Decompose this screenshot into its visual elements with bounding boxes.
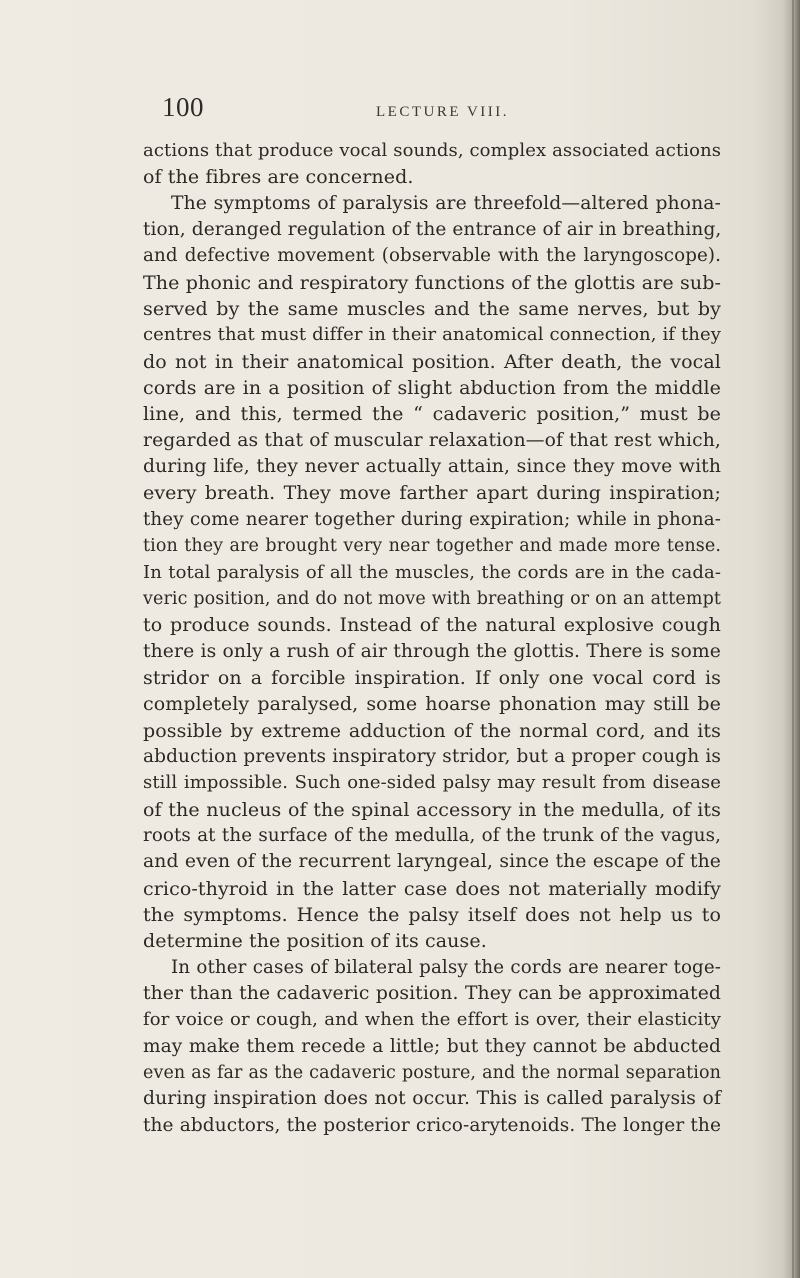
text-line: In total paralysis of all the muscles, the cords are in the cada- xyxy=(143,561,721,583)
text-line: veric position, and do not move with breathing or on an attempt xyxy=(143,588,721,609)
text-line: centres that must differ in their anatomical connection, if they xyxy=(143,324,721,346)
text-line: still impossible. Such one-sided palsy may result from disease xyxy=(143,772,721,794)
text-line: determine the position of its cause. xyxy=(143,930,487,953)
text-line: every breath. They move farther apart during inspiration; xyxy=(143,482,721,505)
text-line: The symptoms of paralysis are threefold—altered phona- xyxy=(171,192,721,214)
text-line: possible by extreme adduction of the normal cord, and its xyxy=(143,719,721,742)
text-line: even as far as the cadaveric posture, and the normal separation xyxy=(143,1063,721,1084)
text-line: completely paralysed, some hoarse phonation may still be xyxy=(143,693,721,716)
text-line: and defective movement (observable with the laryngoscope). xyxy=(143,245,721,267)
text-line: may make them recede a little; but they cannot be abducted xyxy=(143,1035,721,1057)
page-edge-shadow xyxy=(782,0,800,1278)
text-line: the symptoms. Hence the palsy itself does not help us to xyxy=(143,903,721,926)
text-line: ther than the cadaveric position. They can be approximated xyxy=(143,983,721,1004)
text-line: during inspiration does not occur. This is called paralysis of xyxy=(143,1088,721,1110)
text-line: to produce sounds. Instead of the natural explosive cough xyxy=(143,614,721,637)
text-line: stridor on a forcible inspiration. If only one vocal cord is xyxy=(143,666,721,689)
body-text xyxy=(143,138,721,1139)
text-line: of the fibres are concerned. xyxy=(143,166,414,189)
text-line: for voice or cough, and when the effort is over, their elasticity xyxy=(143,1009,721,1031)
text-line: The phonic and respiratory functions of the glottis are sub- xyxy=(143,271,721,294)
text-line: line, and this, termed the “ cadaveric position,” must be xyxy=(143,403,721,426)
page-edge-line xyxy=(792,0,794,1278)
text-line: abduction prevents inspiratory stridor, but a proper cough is xyxy=(143,745,721,767)
text-line: do not in their anatomical position. After death, the vocal xyxy=(143,350,721,373)
text-line: tion they are brought very near together and made more tense. xyxy=(143,536,721,557)
text-line: In other cases of bilateral palsy the cords are nearer toge- xyxy=(171,956,721,978)
text-line: tion, deranged regulation of the entrance of air in breathing, xyxy=(143,219,722,241)
text-line: actions that produce vocal sounds, complex associated actions xyxy=(143,140,722,161)
text-line: of the nucleus of the spinal accessory in the medulla, of its xyxy=(143,798,721,821)
text-line: cords are in a position of slight abduction from the middle xyxy=(143,377,721,400)
text-line: crico-thyroid in the latter case does not materially modify xyxy=(143,877,721,900)
text-line: they come nearer together during expiration; while in phona- xyxy=(143,508,721,530)
text-line: there is only a rush of air through the glottis. There is some xyxy=(143,640,721,662)
running-head: LECTURE VIII. xyxy=(376,104,510,120)
text-line: during life, they never actually attain, since they move with xyxy=(143,456,721,478)
page-number: 100 xyxy=(162,92,204,122)
text-line: the abductors, the posterior crico-arytenoids. The longer the xyxy=(143,1114,721,1136)
text-line: served by the same muscles and the same nerves, but by xyxy=(143,298,721,321)
text-line: and even of the recurrent laryngeal, since the escape of the xyxy=(143,851,721,873)
text-line: roots at the surface of the medulla, of the trunk of the vagus, xyxy=(143,824,721,846)
text-line: regarded as that of muscular relaxation—of that rest which, xyxy=(143,429,721,451)
